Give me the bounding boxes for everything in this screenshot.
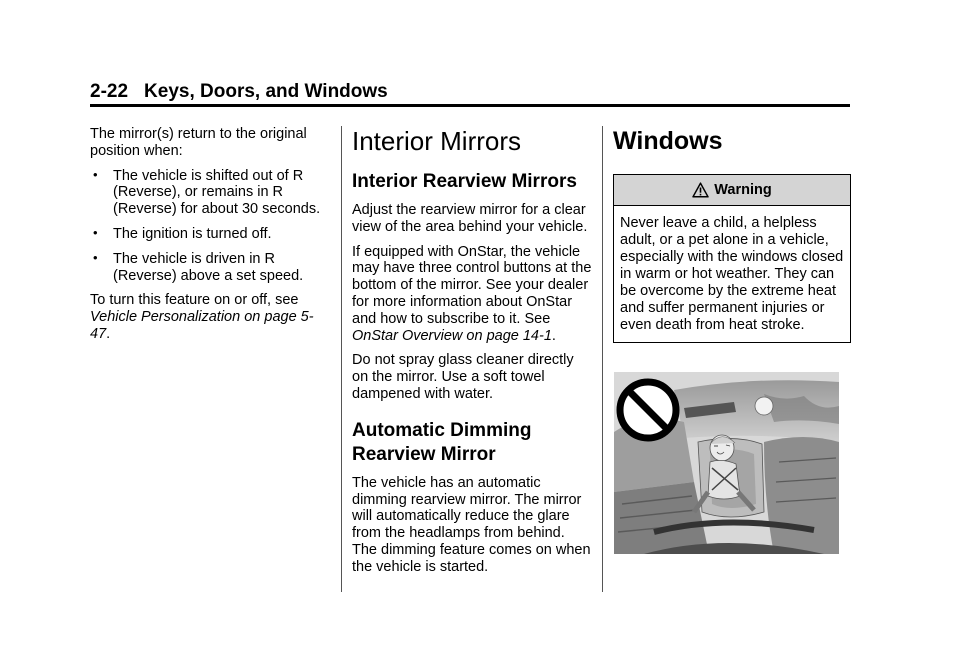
onstar-text: If equipped with OnStar, the vehicle may have three control buttons at the bottom of the mirror. See your dealer for more information about OnStar and how to subscribe to it. See <box>352 243 592 327</box>
list-item <box>90 226 330 243</box>
glass-cleaner-paragraph: Do not spray glass cleaner directly on the mirror. Use a soft towel dampened with water. <box>352 352 574 402</box>
warning-header <box>614 175 850 206</box>
section-title: Keys, Doors, and Windows <box>144 81 388 102</box>
list-item-text: The ignition is turned off. <box>113 225 272 242</box>
bullet-icon: • <box>93 166 98 182</box>
column-divider-1 <box>341 126 342 592</box>
list-item <box>90 168 330 218</box>
bullet-icon: • <box>93 224 98 240</box>
child-in-car-illustration <box>614 372 839 554</box>
list-item <box>90 251 330 285</box>
column-2 <box>352 126 592 584</box>
page-header <box>90 80 850 104</box>
interior-rearview-mirrors-heading: Interior Rearview Mirrors <box>352 171 577 192</box>
adjust-mirror-paragraph: Adjust the rearview mirror for a clear view of the area behind your vehicle. <box>352 202 588 235</box>
page-number: 2-22 <box>90 81 129 102</box>
list-item-text: The vehicle is shifted out of R (Reverse), or remains in R (Reverse) for about 30 seconds. <box>113 167 321 218</box>
mirror-return-intro: The mirror(s) return to the original position when: <box>90 126 307 159</box>
toggle-feature-paragraph <box>90 292 330 342</box>
warning-text: Never leave a child, a helpless adult, or a pet alone in a vehicle, especially with the windows closed in warm or hot weather. They can be overcome by the extreme heat and suffer permanent injuries or even death from heat stroke. <box>620 215 844 333</box>
windows-heading: Windows <box>613 127 723 155</box>
automatic-dimming-paragraph: The vehicle has an automatic dimming rearview mirror. The mirror will automatically reduce the glare from the headlamps from behind. The dimming feature comes on when the vehicle is started. <box>352 474 591 575</box>
onstar-overview-link[interactable]: OnStar Overview on page 14-1 <box>352 327 552 344</box>
automatic-dimming-heading: Automatic Dimming Rearview Mirror <box>352 419 532 465</box>
interior-mirrors-heading: Interior Mirrors <box>352 126 522 156</box>
list-item-text: The vehicle is driven in R (Reverse) above a set speed. <box>113 250 304 284</box>
warning-box <box>613 174 851 343</box>
warning-triangle-icon <box>692 182 709 198</box>
bullet-icon: • <box>93 249 98 265</box>
prohibition-sign-icon <box>620 382 676 438</box>
column-divider-2 <box>602 126 603 592</box>
toggle-end: . <box>106 325 111 342</box>
warning-label: Warning <box>714 181 772 198</box>
vehicle-personalization-link[interactable]: Vehicle Personalization on page 5-47 <box>90 309 314 342</box>
header-text <box>90 80 850 104</box>
column-1 <box>90 126 330 351</box>
column-3 <box>613 126 853 343</box>
onstar-paragraph <box>352 244 592 345</box>
header-rule <box>90 104 850 107</box>
onstar-end: . <box>551 327 556 344</box>
toggle-text: To turn this feature on or off, see <box>90 292 299 309</box>
return-conditions-list <box>90 168 330 285</box>
